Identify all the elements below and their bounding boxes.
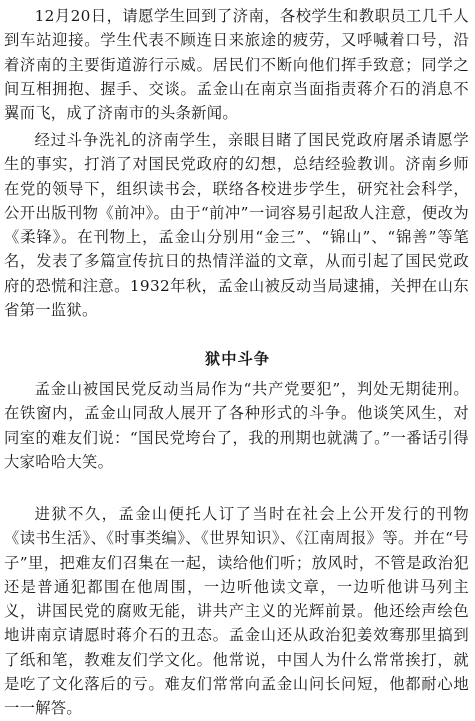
paragraph-4: 进狱不久，孟金山便托人订了当时在社会上公开发行的刊物《读书生活》、《时事类编》、《世界知识》、《江南周报》等。并在“号子”里，把难友们召集在一起，读给他们听；放风时，不管是政治犯还是普通犯都围在他周围，一边听他读文章，一边听他讲马列主义，讲国民党的腐败无能，讲共产主义的光辉前景。他还绘声绘色地讲南京请愿时蒋介石的丑态。孟金山还从政治犯姜效骞那里搞到了纸和笔，教难友们学文化。他常说，中国人为什么常常挨打，就是吃了文化落后的亏。难友们常常向孟金山问长问短，他都耐心地一一解答。 [4,505,469,718]
paragraph-1: 12月20日，请愿学生回到了济南，各校学生和教职员工几千人到车站迎接。学生代表不顾连日来旅途的疲劳，又呼喊着口号，沿着济南的主要街道游行示威。居民们不断向他们挥手致意；同学之间互相拥抱、握手、交谈。孟金山在南京当面指责蒋介石的消息不翼而飞，成了济南市的头条新闻。 [4,7,469,123]
paragraph-2: 经过斗争洗礼的济南学生，亲眼目睹了国民党政府屠杀请愿学生的事实，打消了对国民党政府的幻想，总结经验教训。济南乡师在党的领导下，组织读书会，联络各校进步学生，研究社会科学，公开出版刊物《前冲》。由于“前冲”一词容易引起敌人注意，便改为《柔锋》。在刊物上，孟金山分别用“金三”、“锦山”、“锦善”等笔名，发表了多篇宣传抗日的热情洋溢的文章，从而引起了国民党政府的恐慌和注意。1932年秋，孟金山被反动当局逮捕，关押在山东省第一监狱。 [4,131,469,320]
paragraph-3: 孟金山被国民党反动当局作为“共产党要犯”，判处无期徒刑。在铁窗内，孟金山同敌人展开了各种形式的斗争。他谈笑风生，对同室的难友们说：“国民党垮台了，我的刑期也就满了。”一番话引得大家哈哈大笑。 [4,380,469,471]
section-heading: 狱中斗争 [204,350,271,368]
